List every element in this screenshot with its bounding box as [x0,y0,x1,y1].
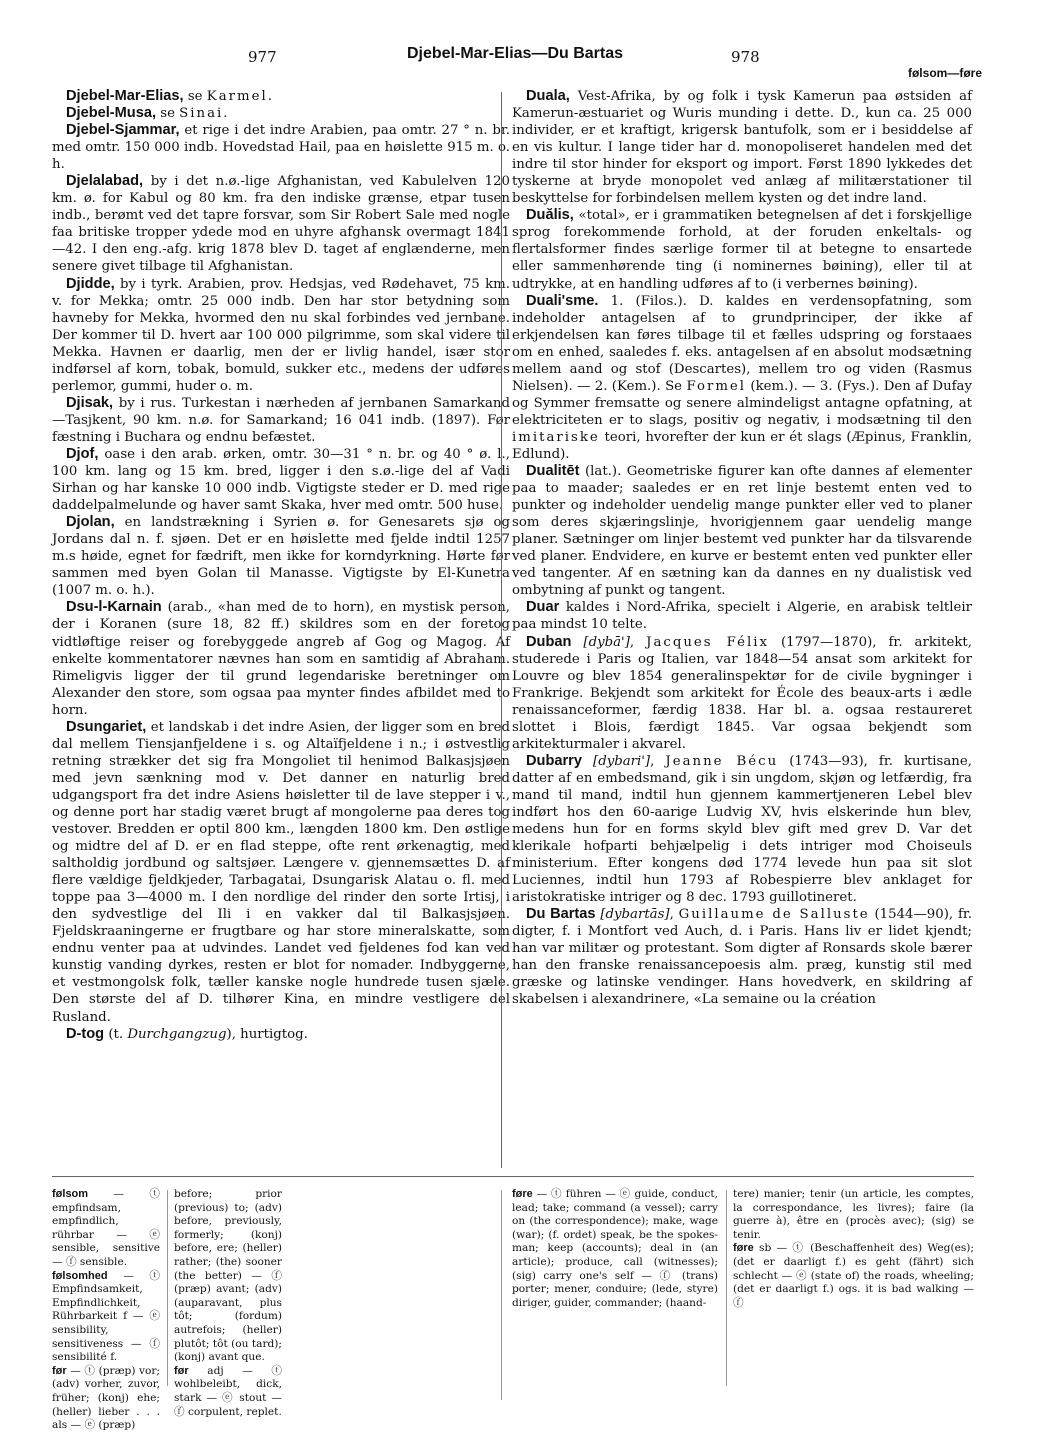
entry-headword: Duali'sme. [526,292,599,309]
dictionary-translation: — ⓣ (præp) vor; (adv) vorher, zuvor, früher; (konj) ehe; (heller) lieber . . . als — ⓔ (præp) [52,1364,160,1432]
encyclopedia-entry [512,906,972,1008]
encyclopedia-entry [512,634,972,753]
entry-text: (arab., «han med de to horn), en mystisk person, der i Koranen (sure 18, 82 ff.) skildres som en der foretog vidtløftige reiser og forebyggede angreb af Gog og Magog. Af enkelte kommentatorer nævnes han som en samtidig af Abraham. Rimeligvis ligger der til grund legendariske beretninger om Alexander den store, som ogsaa paa mynter findes afbildet med to horn. [52,600,510,718]
entry-text: (kem.). — 3. (Fys.). Den af Dufay og Symmer fremsatte og senere almindeligst antagne opfatning, at elektriciteten er to slags, positiv og negativ, i modsætning til den [512,378,972,428]
entry-emphasis: Formel [686,378,747,394]
dictionary-translation: — ⓣ Empfindsamkeit, Empfindlichkeit, Rührbarkeit f — ⓔ sensibility, sensitiveness — ⓕ sensibilité f. [52,1269,160,1364]
encyclopedia-entry [52,105,510,122]
guide-words: følsom—føre [907,66,982,80]
entry-text: . [223,106,228,122]
dictionary-column-4 [733,1188,974,1310]
dictionary-headword: følsom [52,1188,89,1200]
encyclopedia-entry [512,463,972,599]
dictionary-column-3 [512,1188,718,1310]
entry-text: , [629,634,647,650]
encyclopedia-entry [52,1026,510,1043]
entry-text: (1797—1870), fr. arkitekt, studerede i Paris og Italien, var 1848—54 ansat som arkitekt for Louvre og blev 1854 generalinspektør for de civile bygninger i Frankrige. Bekjendt som arkitekt for École des beaux-arts i ædle renaissanceformer, færdig 1838. Har bl. a. ogsaa restaureret slottet i Blois, færdigt 1845. Var ogsaa bekjendt som arkitekturmaler i akvarel. [512,634,972,752]
entry-italic: Durchgangzug [127,1026,227,1042]
dictionary-entry [174,1365,282,1419]
entry-headword: Dsu-l-Karnain [66,599,162,616]
entry-headword: Djisak, [66,394,114,411]
entry-headword: Duar [526,599,560,616]
entry-text: teori, hvorefter der kun er ét slags (Æpinus, Franklin, Edlund). [512,429,972,462]
dictionary-divider [167,1190,168,1386]
entry-emphasis: Guillaume de Salluste [678,907,870,923]
footer-divider [52,1176,974,1177]
dictionary-translation: tere) manier; tenir (un article, les comptes, la correspondance, les livres); faire (la guerre à), être en (procès avec); (sig) se tenir. [733,1188,974,1241]
page-number-right: 978 [731,48,760,66]
entry-headword: Dualitēt [526,463,580,480]
entry-headword: Djelalabad, [66,173,144,190]
entry-text: by i det n.ø.-lige Afghanistan, ved Kabulelven 120 km. ø. for Kabul og 80 km. fra den indiske grænse, etpar tusen indb., berømt ved det tapre forsvar, som Sir Robert Sale med nogle faa britiske tropper ydede mod en uhyre afghansk overmagt 1841—42. I den eng.-afg. krig 1878 blev D. taget af englænderne, men senere givet tilbage til Afghanistan. [52,174,510,275]
entry-headword: Duban [526,633,572,650]
entry-headword: Duala, [526,88,570,104]
dictionary-entry [52,1365,160,1433]
encyclopedia-entry [512,293,972,463]
entry-headword: Djebel-Sjammar, [66,122,180,139]
encyclopedia-entry [52,719,510,1026]
dictionary-column-2 [174,1188,282,1419]
entry-text: «total», er i grammatiken betegnelsen af det i forskjellige sprog forekommende forhold, at der foruden enkeltals- og flertalsformer findes særlige former til at betegne to ensartede eller sammenhørende ting (i nominernes bøining), eller til at udtrykke, at en handling udføres af to (i verbernes bøining). [512,208,972,292]
dictionary-entry [52,1270,160,1365]
entry-text: 1. (Filos.). D. kaldes en verdensopfatning, som indeholder antagelsen af to grundprinciper, der ikke af erkjendelsen kan føres tilbage til et fælles udspring og forstaaes om en enhed, saaledes f. eks. antagelsen af en absolut modsætning mellem aand og stof (Descartes), mellem tro og viden (Rasmus Nielsen). — 2. (Kem.). Se [512,293,972,394]
entry-text: ), hurtigtog. [226,1026,308,1042]
encyclopedia-entry [512,599,972,633]
encyclopedia-entry [52,88,510,105]
entry-text: se [156,106,180,122]
dictionary-translation: before; prior (previous) to; (adv) before, previously, formerly; (konj) before, ere; (heller) rather; (the) sooner (the better) — ⓕ (præp) avant; (adv) (auparavant, plus tôt; (fordum) autrefois; (heller) plutôt; tôt (ou tard); (konj) avant que. [174,1188,282,1364]
dictionary-entry [733,1188,974,1242]
entry-text: Vest-Afrika, by og folk i tysk Kamerun paa østsiden af Kamerun-æstuariet og Wuris munding i dette. D., kun ca. 25 000 individer, er et kraftigt, krigersk bantufolk, som er i besiddelse af en vis kultur. I lange tider har d. monopoliseret handelen med det indre til stor hinder for eksport og import. Først 1890 lykkedes det tyskerne at bryde monopolet ved anlæg af militærstationer til beskyttelse for forbindelsen mellem kysten og det indre land. [512,89,972,207]
dictionary-translation: — ⓣ führen — ⓔ guide, conduct, lead; take; command (a vessel); carry on (the correspondence); make, wage (war); (f. ordet) speak, be the spokes-man; keep (accounts); deal in (an article); produce, call (witnesses); (sig) carry one's self — ⓕ (trans) porter; mener, conduire; (lede, styre) diriger, guider, commander; (haand- [512,1188,718,1309]
entry-emphasis: Karmel [206,89,268,104]
page-number-left: 977 [248,48,277,66]
dictionary-headword: føre [512,1188,533,1200]
dictionary-headword: følsomhed [52,1269,108,1282]
entry-emphasis: Sinai [179,106,224,122]
running-title: Djebel-Mar-Elias—Du Bartas [406,45,624,62]
entry-pronunciation: [dybā'] [571,634,630,650]
entry-headword: Du Bartas [526,906,596,923]
entry-text: (1544—90), fr. digter, f. i Montfort ved Auch, d. i Paris. Hans liv er lidet kjendt; han var militær og protestant. Som digter af Ronsards skole bærer han den franske renaissancepoesis alm. præg, kunstig stil med græske og latinske vendinger. Hans hovedverk, en skildring af skabelsen i alexandrinere, «La semaine ou la création [512,907,972,1008]
entry-text: en landstrækning i Syrien ø. for Genesarets sjø og Jordans dal n. f. sjøen. Det er en høislette med fjelde indtil 1257 m.s høide, egnet for fædrift, men ikke for korndyrkning. Hørte før sammen med byen Golan til Manasse. Vigtigste by El-Kunetra (1007 m. o. h.). [52,515,510,599]
encyclopedia-entry [52,446,510,514]
encyclopedia-entry [52,276,510,395]
encyclopedia-entry [52,122,510,173]
dictionary-entry [52,1188,160,1270]
encyclopedia-entry [52,395,510,446]
entry-headword: Djebel-Mar-Elias, [66,88,184,104]
dictionary-entry [512,1188,718,1310]
entry-headword: Djidde, [66,275,115,292]
encyclopedia-entry [512,88,972,207]
entry-text: (1743—93), fr. kurtisane, datter af en embedsmand, gik i sin ungdom, skjøn og letfærdig, fra mand til mand, indtil hun gjennem kammertjeneren Lebel blev indført hos den 60-aarige Ludvig XV, hvis elskerinde hun blev, medens hun for en forms skyld blev gift med grev D. Var det klerikale hofparti behjælpelig i dets intriger mod Choiseuls ministerium. Efter kongens død 1774 levede hun paa sit slot Luciennes, indtil hun 1793 af Robespierre blev anklaget for aristokratiske intriger og 8 dec. 1793 guillotineret. [512,753,972,906]
entry-pronunciation: [dybari'] [581,753,651,769]
encyclopedia-entry [52,599,510,718]
dictionary-headword: føre [733,1242,754,1255]
dictionary-column-1 [52,1188,160,1433]
entry-text: , [650,753,666,769]
entry-headword: Djebel-Musa, [66,105,157,122]
entry-text: . [267,89,272,104]
dictionary-translation: sb — ⓣ (Beschaffenheit des) Weg(es); (det er daarligt f.) es geht (fährt) sich schlecht — ⓔ (state of) the roads, wheeling; (det er daarligt f.) ogs. it is bad walking — ⓕ [733,1242,974,1309]
left-column [52,88,510,1043]
entry-text: (t. [104,1026,128,1042]
entry-text: (lat.). Geometriske figurer kan ofte dannes af elementer paa to maader; saaledes er en ret linje bestemt enten ved to punkter og indeholder uendelig mange punkter eller ved to planer som deres skjæringslinje, hvorigjennem gaar uendelig mange planer. Sætninger om linjer bestemt ved punkter har da tilsvarende ved planer. Endvidere, en kurve er bestemt enten ved punkter eller ved tangenter. Af en sætning kan da dannes en ny dualistisk ved ombytning af punkt og tangent. [512,464,972,599]
entry-emphasis: Jacques Félix [646,634,769,650]
entry-headword: Dsungariet, [66,718,147,735]
column-divider [501,92,502,1168]
entry-text: , [669,907,679,923]
dictionary-divider [726,1190,727,1386]
entry-pronunciation: [dybartās] [595,907,670,923]
encyclopedia-entry [512,207,972,292]
entry-headword: Duălis, [526,207,574,224]
dictionary-translation: — ⓣ empfindsam, empfindlich, rührbar — ⓔ sensible, sensitive — ⓕ sensible. [52,1188,160,1268]
entry-text: se [183,89,207,104]
entry-headword: Djof, [66,445,99,462]
entry-headword: D-tog [66,1025,105,1042]
entry-text: by i tyrk. Arabien, prov. Hedsjas, ved Rødehavet, 75 km. v. for Mekka; omtr. 25 000 indb. Den har stor betydning som havneby for Mekka, hvormed den nu skal forbindes ved jernbane. Der kommer til D. hvert aar 100 000 pilgrimme, som skal videre til Mekka. Havnen er daarlig, men der er livlig handel, især stor indførsel af korn, tobak, bomuld, sukker etc., medens der udføres perlemor, gummi, huder o. m. [52,276,510,394]
encyclopedia-entry [52,514,510,599]
dictionary-headword: før [174,1364,189,1377]
dictionary-entry [733,1242,974,1310]
entry-text: oase i den arab. ørken, omtr. 30—31 ° n. br. og 40 ° ø. l., 100 km. lang og 15 km. bred, ligger i den s.ø.-lige del af Vadi Sirhan og har kanske 10 000 indb. Vigtigste steder er D. med rige daddelpalmelunde og haver samt Skaka, hver med omtr. 500 huse. [52,446,510,514]
dictionary-headword: før [52,1364,67,1377]
entry-text: et rige i det indre Arabien, paa omtr. 27 ° n. br. med omtr. 150 000 indb. Hovedstad Hail, paa en høislette 915 m. o. h. [52,123,510,173]
encyclopedia-entry [52,173,510,275]
entry-headword: Dubarry [526,752,582,769]
entry-text: et landskab i det indre Asien, der ligger som en bred dal mellem Tiensjanfjeldene i s. og Altaïfjeldene i n.; i østvestlig retning strækker det sig fra Mongoliet til henimod Balkasjsjøen med jevn sænkning mod v. Det danner en naturlig bred udgangsport fra det indre Asiens høisletter til de lave stepper i v., og denne port har stadig været brugt af mongolerne paa deres tog vestover. Bredden er optil 800 km., længden 1800 km. Den østlige og midtre del af D. er en flad steppe, ofte rent ørkenagtig, med saltholdig jordbund og saltsjøer. Længere v. gjennemsættes D. af flere vældige fjeldkjeder, Tarbagatai, Dsungarisk Alatau o. fl. med toppe paa 3—4000 m. I den nordlige del rinder den sorte Irtisj, i den sydvestlige del Ili i en vakker dal til Balkasjsjøen. Fjeldskraaningerne er frugtbare og har store mineralskatte, som endnu venter paa at udvindes. Landet ved fjeldenes fod kan ved kunstig vanding dyrkes, resten er blot for nomader. Indbyggerne, et vestmongolsk folk, tæller kanske nogle hundrede tusen sjæle. Den største del af D. tilhører Kina, en mindre vestligere del Rusland. [52,719,510,1025]
dictionary-translation: adj — ⓣ wohlbeleibt, dick, stark — ⓔ stout — ⓕ corpulent, replet. [174,1364,282,1418]
dictionary-divider [501,1190,502,1400]
entry-emphasis: Jeanne Bécu [665,753,779,769]
right-column [512,88,972,1009]
entry-text: kaldes i Nord-Afrika, specielt i Algerie, en arabisk teltleir paa mindst 10 telte. [512,600,972,633]
entry-text: by i rus. Turkestan i nærheden af jernbanen Samarkand—Tasjkent, 90 km. n.ø. for Samarkand; 16 041 indb. (1897). Før fæstning i Buchara og endnu befæstet. [52,395,510,445]
entry-headword: Djolan, [66,514,115,531]
dictionary-entry [174,1188,282,1365]
entry-emphasis: imitariske [512,429,600,445]
encyclopedia-entry [512,753,972,906]
